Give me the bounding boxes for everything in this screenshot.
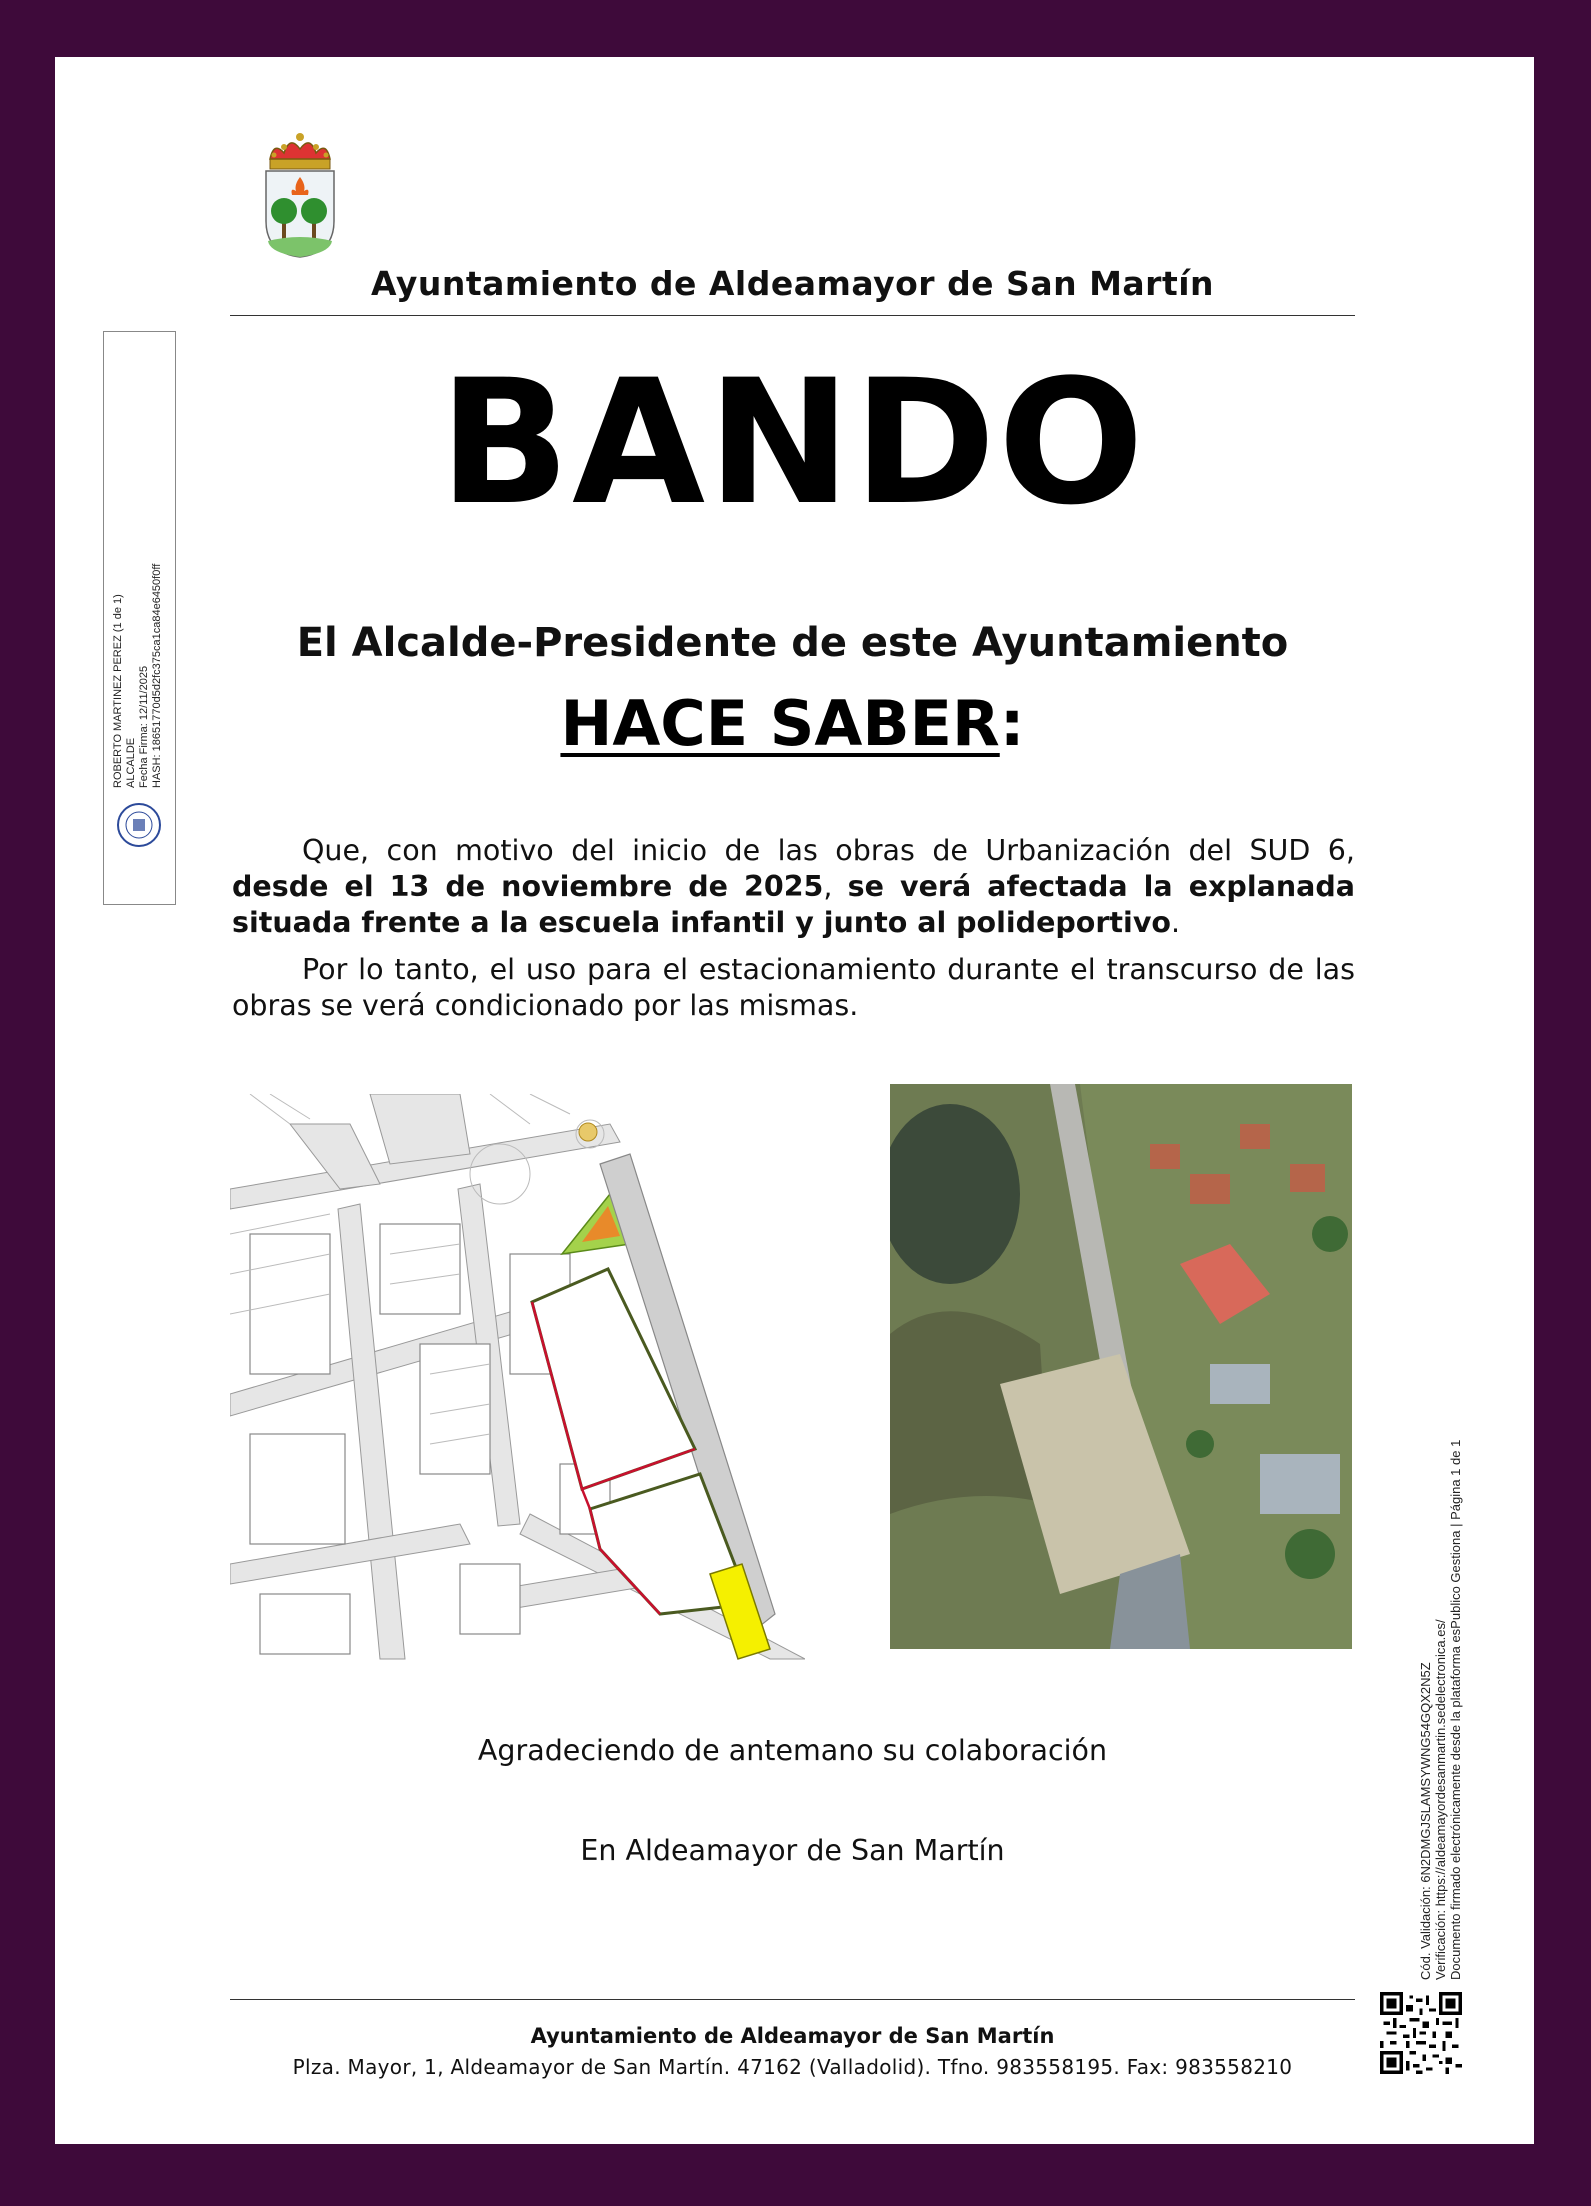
signature-hash: HASH: 18651770d5d2fc375ca1ca84e6450f0ff: [151, 563, 163, 788]
validation-page: Página 1 de 1: [1448, 1439, 1463, 1520]
document-subtitle: El Alcalde-Presidente de este Ayuntamiento: [296, 620, 1289, 666]
paragraph-1-lead: Que, con motivo del inicio de las obras de Urbanización del SUD 6,: [302, 834, 1355, 867]
validation-note-line: [1448, 1440, 1463, 1980]
validation-note: Documento firmado electrónicamente desde la plataforma esPublico Gestiona: [1448, 1530, 1463, 1980]
announce-heading: [230, 687, 1355, 760]
paragraph-1-comma: ,: [823, 870, 848, 903]
urban-plan-map: [230, 1094, 805, 1660]
signature-stamp: [103, 331, 176, 905]
signature-text: [112, 564, 164, 788]
document-page: [55, 57, 1534, 2144]
footer-address: Plza. Mayor, 1, Aldeamayor de San Martín. 47162 (Valladolid). Tfno. 983558195. Fax: 983558210: [292, 2055, 1293, 2079]
signature-name: ROBERTO MARTINEZ PEREZ (1 de 1): [112, 594, 124, 788]
validation-text: [1418, 1440, 1463, 1980]
closing-text: Agradeciendo de antemano su colaboración: [477, 1734, 1108, 1767]
signature-role: ALCALDE: [125, 737, 137, 788]
header-organization: Ayuntamiento de Aldeamayor de San Martín: [370, 264, 1215, 303]
validation-code: Cód. Validación: 6N2DMGJSLAMSYWNG54GQX2N5Z: [1418, 1662, 1433, 1980]
footer-organization: Ayuntamiento de Aldeamayor de San Martín: [530, 2024, 1055, 2048]
announce-text: HACE SABER: [560, 687, 1000, 760]
validation-url: Verificación: https://aldeamayordesanmartin.sedelectronica.es/: [1433, 1619, 1448, 1980]
signature-date: Fecha Firma: 12/11/2025: [138, 665, 150, 788]
paragraph-1-date: desde el 13 de noviembre de 2025: [232, 870, 824, 903]
official-seal-icon: [116, 802, 162, 848]
paragraph-1-affected-area: se verá afectada la explanada situada frente a la escuela infantil y junto al polideportivo: [232, 870, 1355, 939]
footer-divider: [230, 1999, 1355, 2000]
qr-code-icon[interactable]: [1380, 1992, 1462, 2074]
municipal-coat-of-arms: [260, 129, 340, 259]
aerial-photo: [890, 1084, 1352, 1649]
paragraph-1-end: .: [1170, 906, 1181, 939]
place-line: En Aldeamayor de San Martín: [580, 1834, 1005, 1867]
paragraph-2-text: Por lo tanto, el uso para el estacionamiento durante el transcurso de las obras se verá condicionado por las mismas.: [232, 953, 1355, 1022]
document-title: BANDO: [438, 342, 1147, 543]
paragraph-2: [232, 952, 1355, 1024]
announce-colon: :: [999, 687, 1025, 760]
header-divider: [230, 315, 1355, 316]
paragraph-1: [232, 833, 1355, 941]
validation-separator: |: [1448, 1519, 1463, 1531]
